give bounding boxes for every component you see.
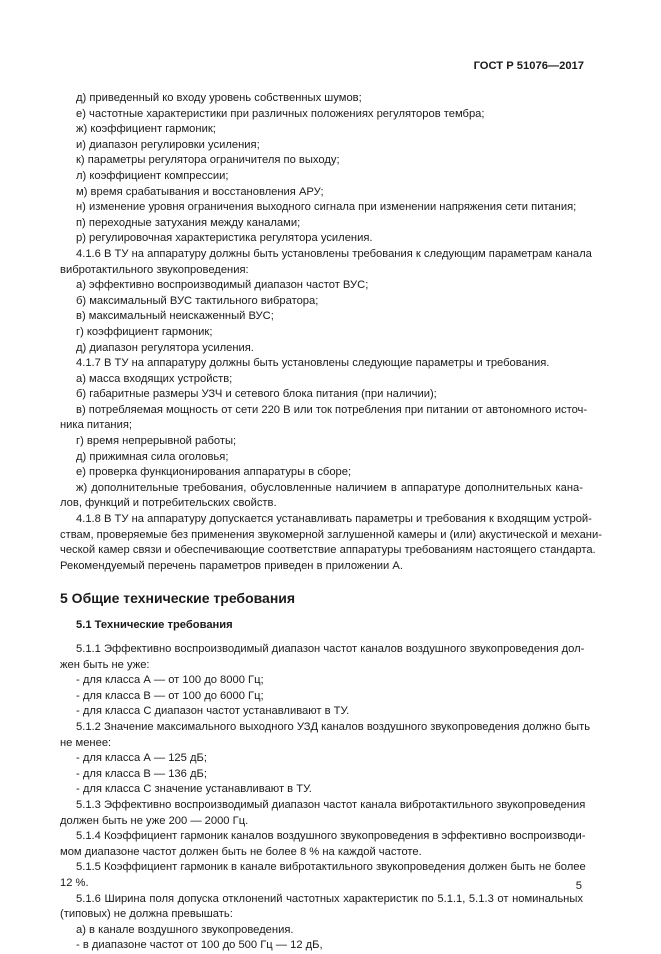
text-line: 5.1.4 Коэффициент гармоник каналов воздушного звукопроведения в эффективно воспроизводи-: [76, 830, 586, 843]
text-line: - для класса В — 136 дБ;: [76, 767, 207, 780]
text-line: а) в канале воздушного звукопроведения.: [76, 923, 294, 936]
text-line: г) время непрерывной работы;: [76, 435, 237, 448]
text-line: ческой камер связи и обеспечивающие соответствие аппаратуры требованиям настоящего стандарта.: [60, 544, 596, 557]
subsection-heading: 5.1 Технические требования: [76, 619, 233, 632]
text-line: б) максимальный ВУС тактильного вибратора;: [76, 294, 319, 307]
text-line: - в диапазоне частот от 100 до 500 Гц — 12 дБ,: [76, 939, 323, 952]
text-line: д) приведенный ко входу уровень собственных шумов;: [76, 92, 362, 104]
text-line: - для класса А — 125 дБ;: [76, 752, 207, 765]
text-line: 5.1.1 Эффективно воспроизводимый диапазон частот каналов воздушного звукопроведения дол-: [76, 643, 585, 655]
text-line: 4.1.8 В ТУ на аппаратуру допускается устанавливать параметры и требования к входящим устрой-: [76, 513, 592, 526]
text-line: к) параметры регулятора ограничителя по выходу;: [76, 154, 340, 167]
text-line: л) коэффициент компрессии;: [76, 169, 229, 182]
text-line: должен быть не уже 200 — 2000 Гц.: [60, 814, 249, 827]
text-line: н) изменение уровня ограничения выходного сигнала при изменении напряжения сети питания;: [76, 201, 577, 214]
text-line: г) коэффициент гармоник;: [76, 325, 213, 338]
text-line: жен быть не уже:: [60, 658, 150, 671]
text-line: 5.1.5 Коэффициент гармоник в канале вибротактильного звукопроведения должен быть не более: [76, 861, 586, 874]
text-line: ж) коэффициент гармоник;: [76, 123, 216, 136]
text-line: ника питания;: [60, 419, 133, 432]
text-line: м) время срабатывания и восстановления АРУ;: [76, 185, 324, 198]
text-line: - для класса А — от 100 до 8000 Гц;: [76, 674, 264, 687]
clause-4-list: [60, 91, 602, 574]
text-line: б) габаритные размеры УЗЧ и сетевого блока питания (при наличии);: [76, 388, 437, 401]
text-line: е) проверка функционирования аппаратуры в сборе;: [76, 466, 352, 479]
text-line: лов, функций и потребительских свойств.: [60, 497, 277, 510]
text-line: мом диапазоне частот должен быть не более 8 % на каждой частоте.: [60, 845, 422, 858]
text-line: д) диапазон регулятора усиления.: [76, 341, 254, 354]
text-line: 12 %.: [60, 876, 89, 889]
text-line: 4.1.6 В ТУ на аппаратуру должны быть установлены требования к следующим параметрам канала: [76, 247, 592, 260]
text-line: в) максимальный неискаженный ВУС;: [76, 310, 274, 323]
text-line: не менее:: [60, 736, 112, 749]
text-line: Рекомендуемый перечень параметров приведен в приложении А.: [60, 559, 403, 572]
text-line: а) эффективно воспроизводимый диапазон частот ВУС;: [76, 279, 369, 292]
text-line: 5.1.3 Эффективно воспроизводимый диапазон частот канала вибротактильного звукопроведения: [76, 798, 586, 811]
text-line: е) частотные характеристики при различных положениях регуляторов тембра;: [76, 107, 485, 120]
text-line: (типовых) не должна превышать:: [60, 908, 233, 921]
text-line: 5.1.6 Ширина поля допуска отклонений частотных характеристик по 5.1.1, 5.1.3 от номинальных: [76, 892, 583, 905]
clause-5-list: [60, 642, 591, 954]
text-line: в) потребляемая мощность от сети 220 В или ток потребления при питании от автономного источ-: [76, 403, 588, 416]
text-line: 5.1.2 Значение максимального выходного УЗД каналов воздушного звукопроведения должно быть: [76, 720, 591, 733]
text-line: а) масса входящих устройств;: [76, 372, 233, 385]
text-line: 4.1.7 В ТУ на аппаратуру должны быть установлены следующие параметры и требования.: [76, 357, 550, 370]
text-line: и) диапазон регулировки усиления;: [76, 138, 260, 151]
text-line: д) прижимная сила оголовья;: [76, 450, 229, 463]
text-line: - для класса В — от 100 до 6000 Гц;: [76, 689, 264, 702]
section-heading: 5 Общие технические требования: [60, 590, 296, 607]
page-number: 5: [575, 880, 582, 892]
text-line: вибротактильного звукопроведения:: [60, 263, 249, 276]
text-line: ствам, проверяемые без применения звукомерной заглушенной камеры и (или) акустической и механи-: [60, 528, 602, 541]
text-line: - для класса С значение устанавливают в ТУ.: [76, 783, 312, 796]
text-line: - для класса С диапазон частот устанавливают в ТУ.: [76, 705, 350, 718]
standard-header: ГОСТ Р 51076—2017: [473, 60, 584, 72]
text-line: ж) дополнительные требования, обусловленные наличием в аппаратуре дополнительных кана-: [76, 481, 583, 494]
text-line: п) переходные затухания между каналами;: [76, 216, 301, 229]
text-line: р) регулировочная характеристика регулятора усиления.: [76, 232, 373, 245]
document-body: [60, 91, 602, 954]
